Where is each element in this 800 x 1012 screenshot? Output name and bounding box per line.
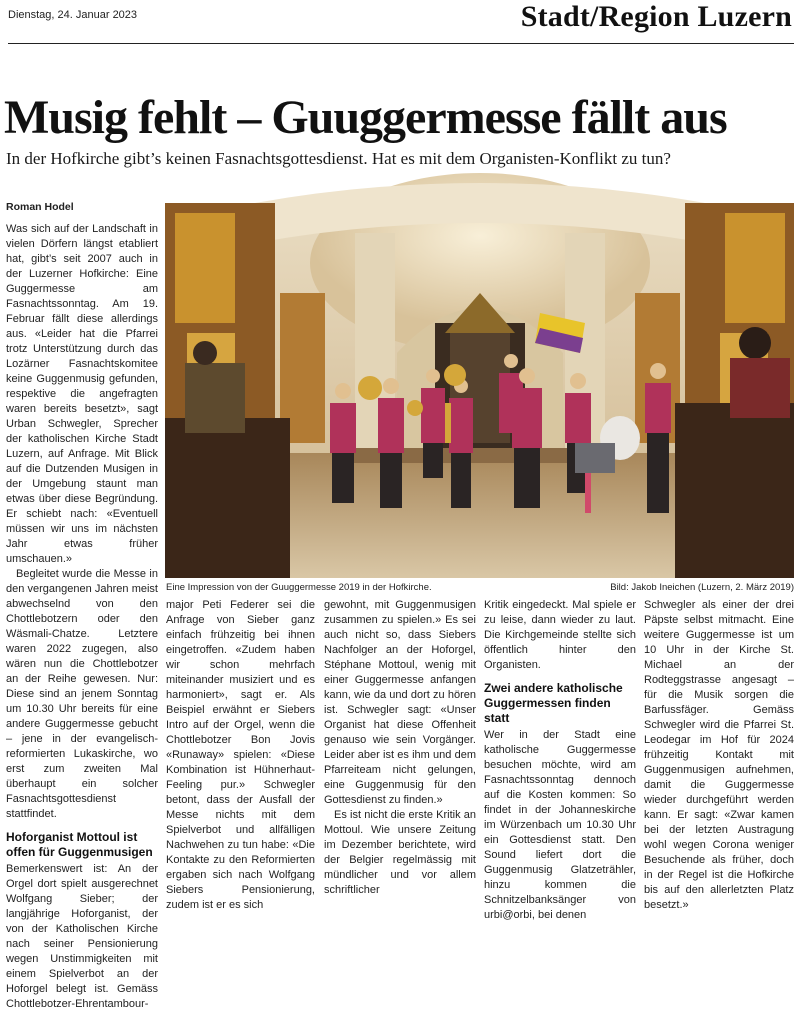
- paragraph: Es ist nicht die erste Kritik an Mottoul. Wie unsere Zeitung im Dezember berichtete, wird der Belgier regelmässig mit mündlicher und vor allem schriftlicher: [324, 809, 476, 896]
- photo-credit: Bild: Jakob Ineichen (Luzern, 2. März 2019): [610, 582, 794, 593]
- paragraph: Wer in der Stadt eine katholische Guggermesse besuchen möchte, wird am Fasnachtssonntag dennoch auf die Kosten kommen: So findet in der Johanneskirche im Würzenbach um 10.30 Uhr ein Gottesdienst statt. Den Sound liefert dort die Guggenmusig Glatzeträhler, hinzu kommen die Schnitzelbanksänger von urbi@orbi, bei denen: [484, 729, 636, 921]
- subheading: Hoforganist Mottoul ist offen für Guggenmusigen: [6, 830, 153, 859]
- paragraph: gewohnt, mit Guggenmusigen zusammen zu spielen.» Es sei auch nicht so, dass Siebers Nachfolger an der Hoforgel, Stéphane Mottoul, wenig mit einer Guggermesse anfangen kann, wie da und dort zu hören ist. Schwegler sagt: «Unser Organist hat diese Offenheit genauso wie sein Vorgänger. Leider aber ist es ihm und dem Pfarreiteam nicht gelungen, eine Guggenmusig für den Gottesdienst zu finden.»: [324, 599, 476, 806]
- paragraph: Bemerkenswert ist: An der Orgel dort spielt ausgerechnet Wolfgang Sieber; der langjährige Hoforganist, der von der Katholischen Kirche nach seiner Pensionierung wegen Unstimmigkeiten mit einem Spielverbot an der Hoforgel belegt ist. Gemäss Chottlebotzer-Ehrentambour-: [6, 863, 158, 1010]
- paragraph: Kritik eingedeckt. Mal spiele er zu leise, dann wieder zu laut. Die Kirchgemeinde stellte sich öffentlich hinter den Organisten.: [484, 599, 636, 671]
- paragraph: Begleitet wurde die Messe in den vergangenen Jahren meist abwechselnd von den Chottlebotzern oder den Wäsmali-Chatze. Letztere waren 2022 zugegen, also wären nun die Chottlebotzer an der Reihe gewesen. Nur: Diese sind an jenem Sonntag um 10.30 Uhr bereits für eine andere Guggermesse gebucht – jene in der evangelisch-reformierten Lukaskirche, wo erst zum zweiten Mal überhaupt ein solcher Fasnachtsgottesdienst stattfindet.: [6, 568, 158, 820]
- subheading: Zwei andere katholische Guggermessen finden statt: [484, 681, 623, 725]
- paragraph: Was sich auf der Landschaft in vielen Dörfern längst etabliert hat, gibt’s seit 2007 auch in der Luzerner Hofkirche: Eine Guggermesse am Fasnachtssonntag. Am 19. Februar fällt diese allerdings aus. «Leider hat die Pfarrei trotz Unterstützung durch das Lozärner Fasnachtskomitee keine Guggenmusig gefunden, respektive die angefragten waren bereits besetzt», sagt Urban Schwegler, Sprecher der katholischen Kirche Stadt Luzern, auf Anfrage. Mit Blick auf die Dutzenden Musigen in der Umgebung staunt man etwas über diese Begründung. Er schiebt nach: «Eventuell müssen wir uns im nächsten Jahr etwas früher umschauen.»: [6, 223, 158, 565]
- article-column-4: [484, 598, 636, 921]
- article-column-3: [324, 598, 476, 896]
- author-byline: Roman Hodel: [6, 201, 74, 213]
- article-column-2: [166, 598, 315, 911]
- page-header: [8, 0, 794, 44]
- section-title: Stadt/Region Luzern: [520, 0, 792, 33]
- paragraph: major Peti Federer sei die Anfrage von Sieber ganz einfach frühzeitig bei ihnen eingetroffen. «Zudem haben wir schon mehrfach miteinander musiziert und es harmoniert», sagt er. Als Beispiel erwähnt er Siebers Intro auf der Orgel, wenn die Chottlebotzer Bon Jovis «Runaway» spielen: «Diese Kombination ist Hühnerhaut-Feeling pur.» Schwegler betont, dass der Ausfall der Messe nichts mit dem Spielverbot und allfälligen Nachwehen zu tun habe: «Die Kontakte zu den Reformierten ergaben sich nach Wolfgang Siebers Pensionierung, zudem ist er es sich: [166, 599, 315, 911]
- article-photo: [165, 203, 794, 578]
- article-lead: In der Hofkirche gibt’s keinen Fasnachtsgottesdienst. Hat es mit dem Organisten-Konflikt zu tun?: [6, 149, 671, 168]
- issue-date: Dienstag, 24. Januar 2023: [8, 9, 138, 21]
- church-interior-illustration: [165, 203, 794, 578]
- article-headline: Musig fehlt – Guuggermesse fällt aus: [4, 91, 727, 144]
- photo-caption: Eine Impression von der Guuggermesse 2019 in der Hofkirche.: [166, 582, 432, 593]
- article-column-1: [6, 222, 158, 1010]
- article-column-5: [644, 598, 794, 911]
- paragraph: Schwegler als einer der drei Päpste selbst mitmacht. Eine weitere Guggermesse ist um 10 Uhr in der Kirche St. Michael an der Rodteggstrasse angesagt – für die Musik sorgen die Barfussfäger. Gemäss Schwegler wird die Pfarrei St. Leodegar im Hof für 2024 frühzeitig Kontakt mit Guggenmusigen aufnehmen, damit die Guggermesse wieder durchgeführt werden kann. Er sagt: «Zwar kamen bei der letzten Austragung wohl wegen Corona weniger Besuchende als früher, doch in der Regel ist die Hofkirche bis auf den allerletzten Platz besetzt.»: [644, 599, 794, 911]
